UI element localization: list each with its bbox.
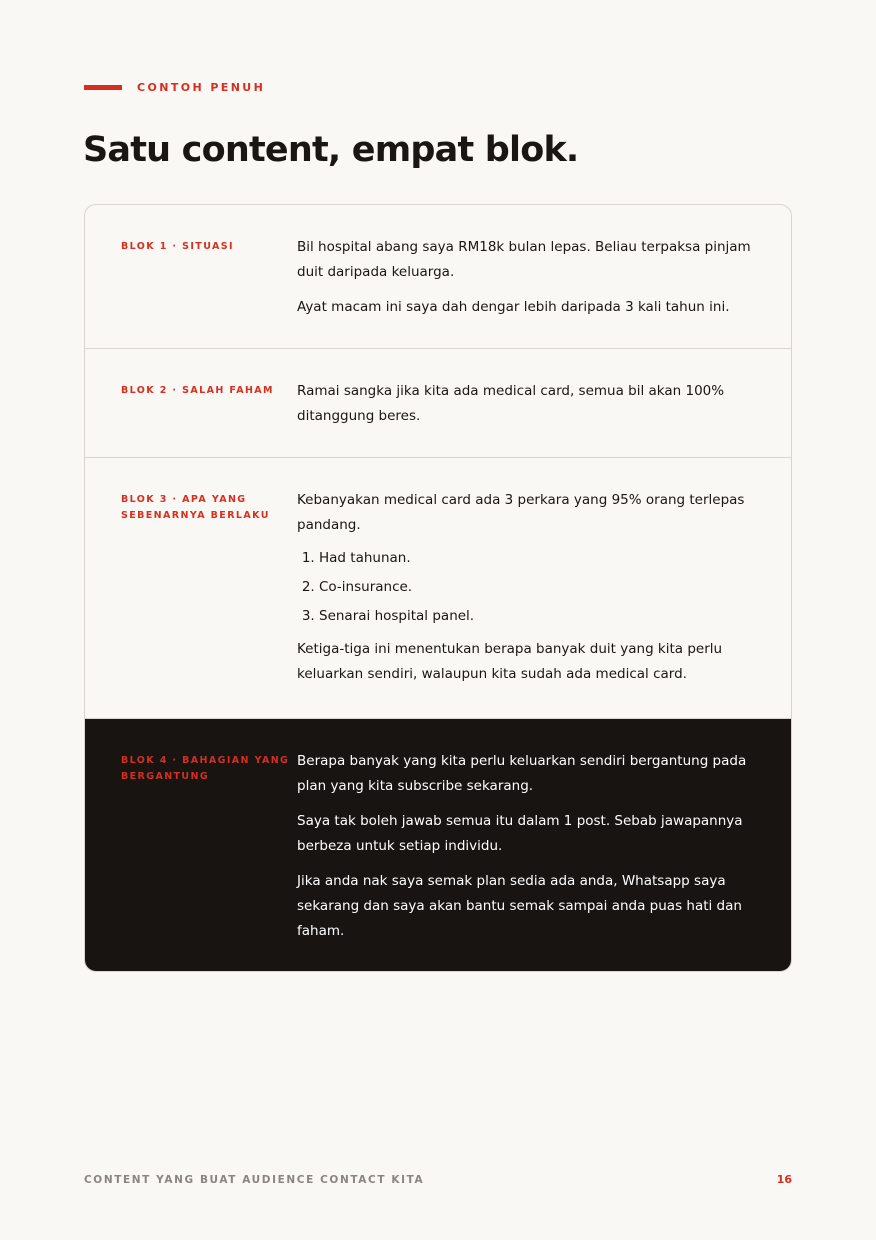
block-1-paragraph-1: Bil hospital abang saya RM18k bulan lepas. Beliau terpaksa pinjam duit daripada keluarga.: [297, 239, 751, 280]
block-1-label: BLOK 1 · SITUASI: [121, 241, 234, 252]
block-2: [85, 349, 791, 458]
block-4-paragraph-3: Jika anda nak saya semak plan sedia ada anda, Whatsapp saya sekarang dan saya akan bantu semak sampai anda puas hati dan faham.: [297, 873, 742, 939]
section-eyebrow: [84, 81, 265, 94]
eyebrow-accent-bar: [84, 85, 122, 90]
block-1: [85, 205, 791, 349]
block-4: [85, 719, 791, 971]
list-item: 1. Had tahunan.: [319, 544, 757, 573]
block-3-list: [297, 544, 757, 631]
block-4-paragraph-2: Saya tak boleh jawab semua itu dalam 1 post. Sebab jawapannya berbeza untuk setiap individu.: [297, 813, 743, 854]
footer-running-title: CONTENT YANG BUAT AUDIENCE CONTACT KITA: [84, 1174, 425, 1186]
eyebrow-label: CONTOH PENUH: [137, 81, 266, 94]
block-3-outro: Ketiga-tiga ini menentukan berapa banyak duit yang kita perlu keluarkan sendiri, walaupun kita sudah ada medical card.: [297, 641, 723, 682]
block-1-body: [297, 235, 757, 348]
list-item: 3. Senarai hospital panel.: [319, 602, 757, 631]
page-title: Satu content, empat blok.: [83, 130, 579, 170]
list-item: 2. Co-insurance.: [319, 573, 757, 602]
block-2-label: BLOK 2 · SALAH FAHAM: [121, 385, 274, 396]
block-3-intro: Kebanyakan medical card ada 3 perkara yang 95% orang terlepas pandang.: [297, 492, 745, 533]
block-3-label: BLOK 3 · APA YANG SEBENARNYA BERLAKU: [121, 494, 270, 521]
block-3-body: [297, 488, 757, 718]
block-2-paragraph-1: Ramai sangka jika kita ada medical card, semua bil akan 100% ditanggung beres.: [297, 383, 725, 424]
block-4-label: BLOK 4 · BAHAGIAN YANG BERGANTUNG: [121, 755, 290, 782]
blocks-card: [84, 204, 792, 972]
block-3: [85, 458, 791, 719]
footer-page-number: 16: [776, 1173, 792, 1186]
block-1-paragraph-2: Ayat macam ini saya dah dengar lebih daripada 3 kali tahun ini.: [297, 299, 730, 315]
block-4-body: [297, 749, 757, 971]
block-4-paragraph-1: Berapa banyak yang kita perlu keluarkan sendiri bergantung pada plan yang kita subscribe sekarang.: [297, 753, 747, 794]
block-2-body: [297, 379, 757, 457]
